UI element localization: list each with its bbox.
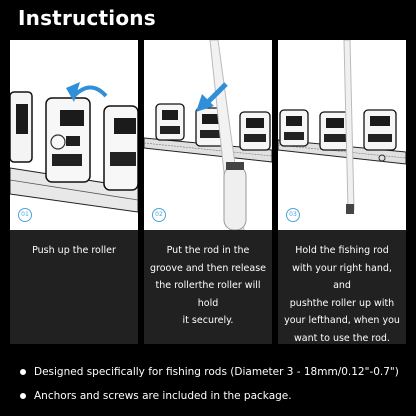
step-caption: Put the rod in the groove and then release the rollerthe roller will hold it securely. [150, 245, 267, 326]
list-item-text: Anchors and screws are included in the package. [34, 390, 292, 402]
bullet-icon [20, 369, 26, 375]
step-panel-3 [278, 40, 406, 344]
step-panel-2 [144, 40, 272, 344]
page-title: Instructions [18, 6, 156, 30]
step-1-illustration [10, 40, 138, 230]
bullet-icon [20, 393, 26, 399]
step-caption: Hold the fishing rod with your right hand, and pushthe roller up with your lefthand, when you want to use the rod. [284, 245, 400, 344]
step-panel-1 [10, 40, 138, 344]
feature-list [18, 360, 408, 408]
list-item [18, 360, 408, 384]
step-3-illustration [278, 40, 406, 230]
step-2-illustration [144, 40, 272, 230]
step-number-badge: 02 [152, 208, 166, 222]
list-item [18, 384, 408, 408]
step-number-badge: 03 [286, 208, 300, 222]
step-number-badge: 01 [18, 208, 32, 222]
list-item-text: Designed specifically for fishing rods (Diameter 3 - 18mm/0.12"-0.7") [34, 366, 399, 378]
step-caption: Push up the roller [32, 245, 116, 256]
